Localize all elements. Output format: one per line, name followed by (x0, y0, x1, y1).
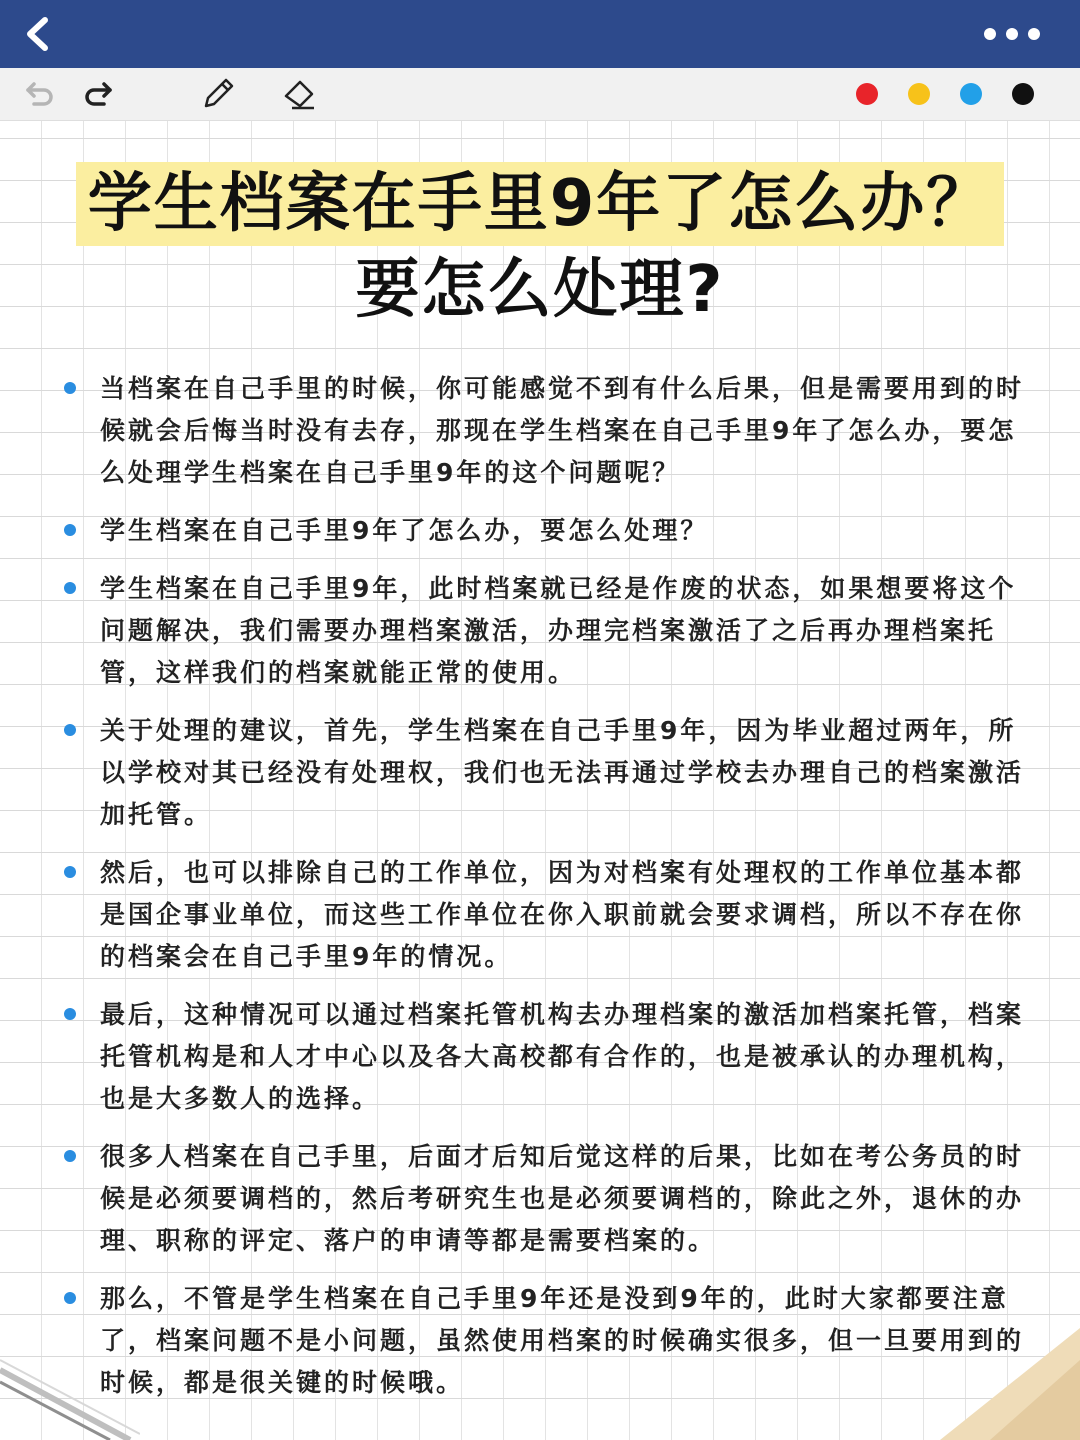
bullet-list (60, 368, 1035, 1420)
page-title (0, 162, 1080, 332)
bullet-dot-icon (64, 382, 76, 394)
eraser-button[interactable] (282, 76, 318, 112)
undo-icon (22, 76, 58, 112)
more-dot (984, 28, 996, 40)
color-red-swatch[interactable] (856, 83, 878, 105)
list-item: 学生档案在自己手里9年，此时档案就已经是作废的状态，如果想要将这个问题解决，我们需要办理档案激活，办理完档案激活了之后再办理档案托管，这样我们的档案就能正常的使用。 (60, 568, 1035, 694)
list-item: 当档案在自己手里的时候，你可能感觉不到有什么后果，但是需要用到的时候就会后悔当时没有去存，那现在学生档案在自己手里9年了怎么办，要怎么处理学生档案在自己手里9年的这个问题呢？ (60, 368, 1035, 494)
list-item: 很多人档案在自己手里，后面才后知后觉这样的后果，比如在考公务员的时候是必须要调档的，然后考研究生也是必须要调档的，除此之外，退休的办理、职称的评定、落户的申请等都是需要档案的。 (60, 1136, 1035, 1262)
list-item: 然后，也可以排除自己的工作单位，因为对档案有处理权的工作单位基本都是国企事业单位，而这些工作单位在你入职前就会要求调档，所以不存在你的档案会在自己手里9年的情况。 (60, 852, 1035, 978)
top-bar (0, 0, 1080, 68)
more-dot (1028, 28, 1040, 40)
pencil-button[interactable] (200, 76, 236, 112)
more-dot (1006, 28, 1018, 40)
pen-decoration-icon (0, 1330, 140, 1440)
color-black-swatch[interactable] (1012, 83, 1034, 105)
pencil-icon (200, 76, 236, 112)
bullet-dot-icon (64, 582, 76, 594)
list-item: 最后，这种情况可以通过档案托管机构去办理档案的激活加档案托管，档案托管机构是和人才中心以及各大高校都有合作的，也是被承认的办理机构，也是大多数人的选择。 (60, 994, 1035, 1120)
list-item: 学生档案在自己手里9年了怎么办，要怎么处理？ (60, 510, 1035, 552)
eraser-icon (282, 76, 318, 112)
bullet-dot-icon (64, 1292, 76, 1304)
back-button[interactable] (18, 14, 58, 54)
bullet-dot-icon (64, 524, 76, 536)
more-button[interactable] (984, 28, 1040, 40)
color-yellow-swatch[interactable] (908, 83, 930, 105)
title-line-2: 要怎么处理? (355, 253, 725, 327)
title-line-1: 学生档案在手里9年了怎么办？ (76, 162, 1005, 246)
chevron-left-icon (18, 14, 58, 54)
bullet-dot-icon (64, 1150, 76, 1162)
color-blue-swatch[interactable] (960, 83, 982, 105)
redo-icon (80, 76, 116, 112)
redo-button[interactable] (80, 76, 116, 112)
undo-button[interactable] (22, 76, 58, 112)
bullet-dot-icon (64, 724, 76, 736)
list-item: 那么，不管是学生档案在自己手里9年还是没到9年的，此时大家都要注意了，档案问题不是小问题，虽然使用档案的时候确实很多，但一旦要用到的时候，都是很关键的时候哦。 (60, 1278, 1035, 1404)
paper-corner-decoration-icon (920, 1320, 1080, 1440)
list-item: 关于处理的建议，首先，学生档案在自己手里9年，因为毕业超过两年，所以学校对其已经没有处理权，我们也无法再通过学校去办理自己的档案激活加托管。 (60, 710, 1035, 836)
bullet-dot-icon (64, 1008, 76, 1020)
bullet-dot-icon (64, 866, 76, 878)
